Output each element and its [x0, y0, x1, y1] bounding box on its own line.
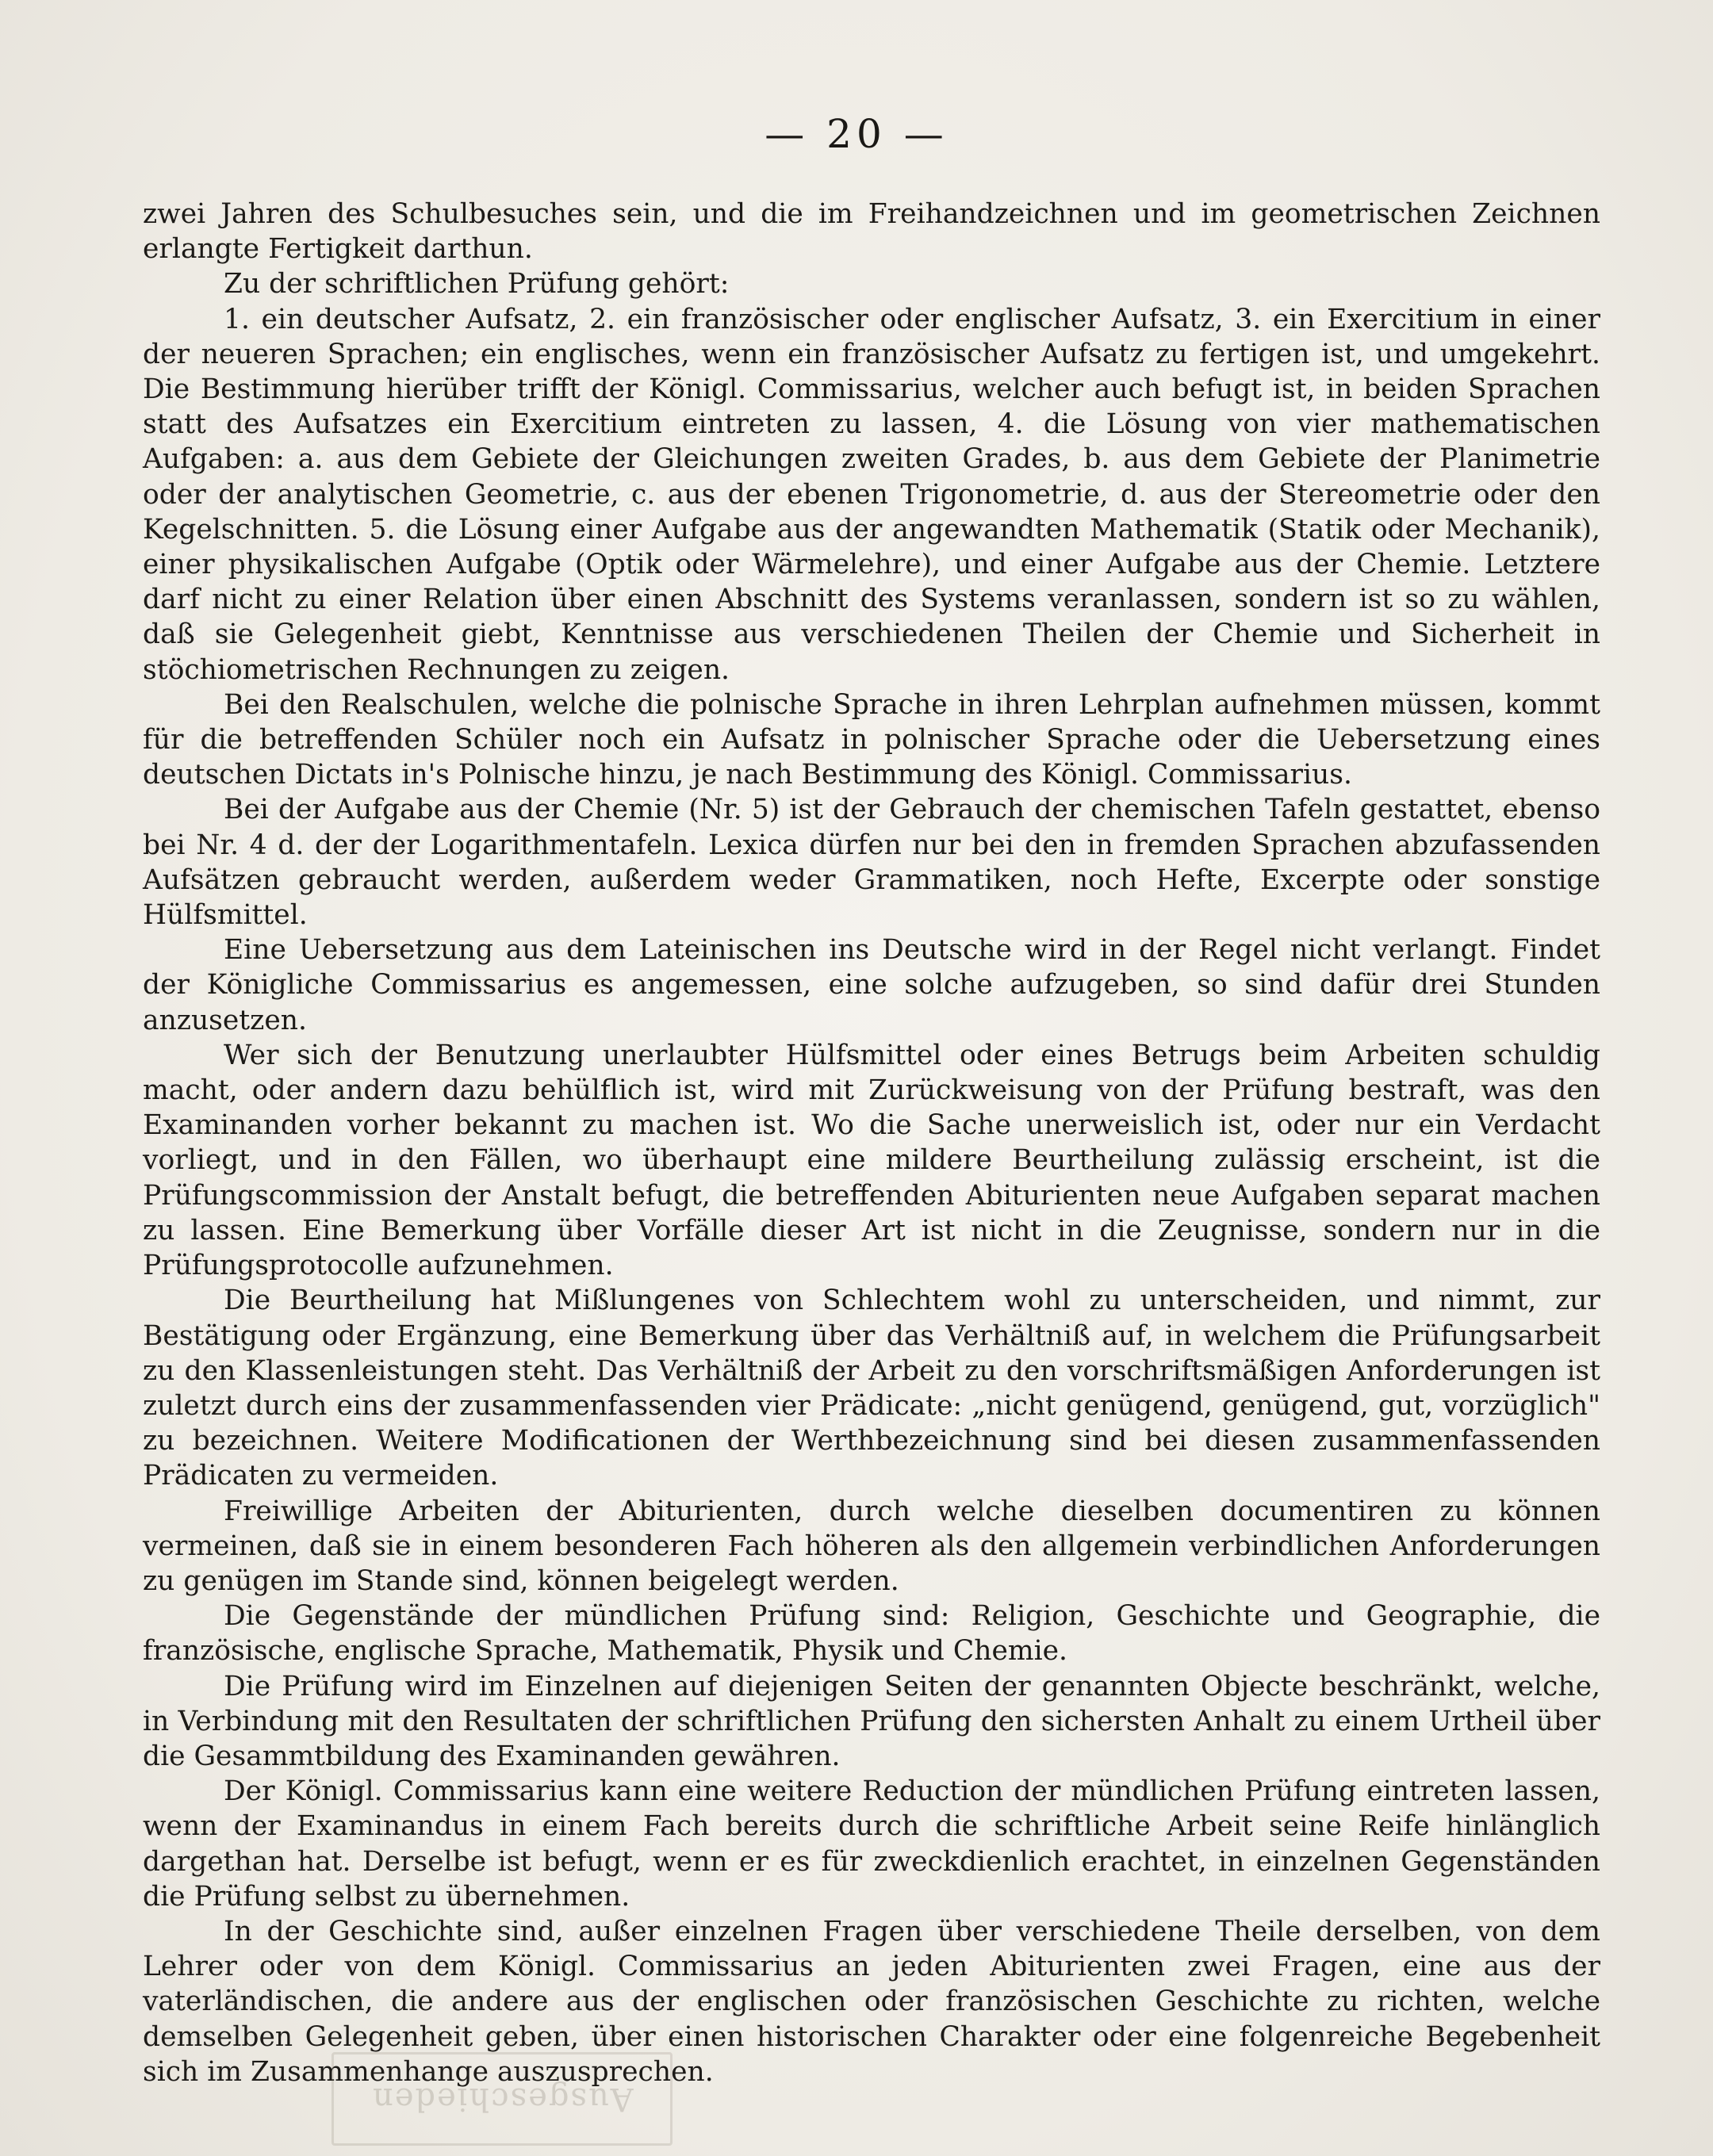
- paragraph-3: 1. ein deutscher Aufsatz, 2. ein französischer oder englischer Aufsatz, 3. ein Exercitium in einer der neueren Sprachen; ein englisches, wenn ein französischer Aufsatz zu fertigen ist, und umgekehrt. Die Bestimmung hierüber trifft der Königl. Commissarius, welcher auch befugt ist, in beiden Sprachen statt des Aufsatzes ein Exercitium eintreten zu lassen, 4. die Lösung von vier mathematischen Aufgaben: a. aus dem Gebiete der Gleichungen zweiten Grades, b. aus dem Gebiete der Planimetrie oder der analytischen Geometrie, c. aus der ebenen Trigonometrie, d. aus der Stereometrie oder den Kegelschnitten. 5. die Lösung einer Aufgabe aus der angewandten Mathematik (Statik oder Mechanik), einer physikalischen Aufgabe (Optik oder Wärmelehre), und einer Aufgabe aus der Chemie. Letztere darf nicht zu einer Relation über einen Abschnitt des Systems veranlassen, sondern ist so zu wählen, daß sie Gelegenheit giebt, Kenntnisse aus verschiedenen Theilen der Chemie und Sicherheit in stöchiometrischen Rechnungen zu zeigen.: [143, 303, 1600, 686]
- paragraph-6: Eine Uebersetzung aus dem Lateinischen ins Deutsche wird in der Regel nicht verlangt. Findet der Königliche Commissarius es angemessen, eine solche aufzugeben, so sind dafür drei Stunden anzusetzen.: [143, 934, 1600, 1036]
- paragraph-12: Der Königl. Commissarius kann eine weitere Reduction der mündlichen Prüfung eintreten lassen, wenn der Examinandus in einem Fach bereits durch die schriftliche Arbeit seine Reife hinlänglich dargethan hat. Derselbe ist befugt, wenn er es für zweckdienlich erachtet, in einzelnen Gegenständen die Prüfung selbst zu übernehmen.: [143, 1775, 1600, 1913]
- paragraph-10: Die Gegenstände der mündlichen Prüfung sind: Religion, Geschichte und Geographie, die französische, englische Sprache, Mathematik, Physik und Chemie.: [143, 1600, 1600, 1668]
- paragraph-13: In der Geschichte sind, außer einzelnen Fragen über verschiedene Theile derselben, von dem Lehrer oder von dem Königl. Commissarius an jeden Abiturienten zwei Fragen, eine aus der vaterländischen, die andere aus der englischen oder französischen Geschichte zu richten, welche demselben Gelegenheit geben, über einen historischen Charakter oder eine folgenreiche Begebenheit sich im Zusammenhange auszusprechen.: [143, 1915, 1600, 2088]
- paragraph-4: Bei den Realschulen, welche die polnische Sprache in ihren Lehrplan aufnehmen müssen, kommt für die betreffenden Schüler noch ein Aufsatz in polnischer Sprache oder die Uebersetzung eines deutschen Dictats in's Polnische hinzu, je nach Bestimmung des Königl. Commissarius.: [143, 688, 1600, 791]
- body-text: [143, 197, 1600, 2089]
- library-stamp: [331, 2052, 673, 2146]
- paragraph-8: Die Beurtheilung hat Mißlungenes von Schlechtem wohl zu unterscheiden, und nimmt, zur Bestätigung oder Ergänzung, eine Bemerkung über das Verhältniß auf, in welchem die Prüfungsarbeit zu den Klassenleistungen steht. Das Verhältniß der Arbeit zu den vorschriftsmäßigen Anforderungen ist zuletzt durch eins der zusammenfassenden vier Prädicate: „nicht genügend, genügend, gut, vorzüglich" zu bezeichnen. Weitere Modificationen der Werthbezeichnung sind bei diesen zusammenfassenden Prädicaten zu vermeiden.: [143, 1285, 1600, 1492]
- paragraph-7: Wer sich der Benutzung unerlaubter Hülfsmittel oder eines Betrugs beim Arbeiten schuldig macht, oder andern dazu behülflich ist, wird mit Zurückweisung von der Prüfung bestraft, was den Examinanden vorher bekannt zu machen ist. Wo die Sache unerweislich ist, oder nur ein Verdacht vorliegt, und in den Fällen, wo überhaupt eine mildere Beurtheilung zulässig erscheint, ist die Prüfungscommission der Anstalt befugt, die betreffenden Abiturienten neue Aufgaben separat machen zu lassen. Eine Bemerkung über Vorfälle dieser Art ist nicht in die Zeugnisse, sondern nur in die Prüfungsprotocolle aufzunehmen.: [143, 1039, 1600, 1282]
- page-number: — 20 —: [765, 111, 948, 157]
- paragraph-9: Freiwillige Arbeiten der Abiturienten, durch welche dieselben documentiren zu können vermeinen, daß sie in einem besonderen Fach höheren als den allgemein verbindlichen Anforderungen zu genügen im Stande sind, können beigelegt werden.: [143, 1495, 1600, 1597]
- paragraph-5: Bei der Aufgabe aus der Chemie (Nr. 5) ist der Gebrauch der chemischen Tafeln gestattet, ebenso bei Nr. 4 d. der der Logarithmentafeln. Lexica dürfen nur bei den in fremden Sprachen abzufassenden Aufsätzen gebraucht werden, außerdem weder Grammatiken, noch Hefte, Excerpte oder sonstige Hülfsmittel.: [143, 794, 1600, 932]
- paragraph-1: zwei Jahren des Schulbesuches sein, und die im Freihandzeichnen und im geometrischen Zeichnen erlangte Fertigkeit darthun.: [143, 198, 1600, 266]
- stamp-text: Ausgeschieden: [370, 2081, 634, 2117]
- paragraph-11: Die Prüfung wird im Einzelnen auf diejenigen Seiten der genannten Objecte beschränkt, welche, in Verbindung mit den Resultaten der schriftlichen Prüfung den sichersten Anhalt zu einem Urtheil über die Gesammtbildung des Examinanden gewähren.: [143, 1670, 1600, 1772]
- paragraph-2: Zu der schriftlichen Prüfung gehört:: [224, 268, 730, 301]
